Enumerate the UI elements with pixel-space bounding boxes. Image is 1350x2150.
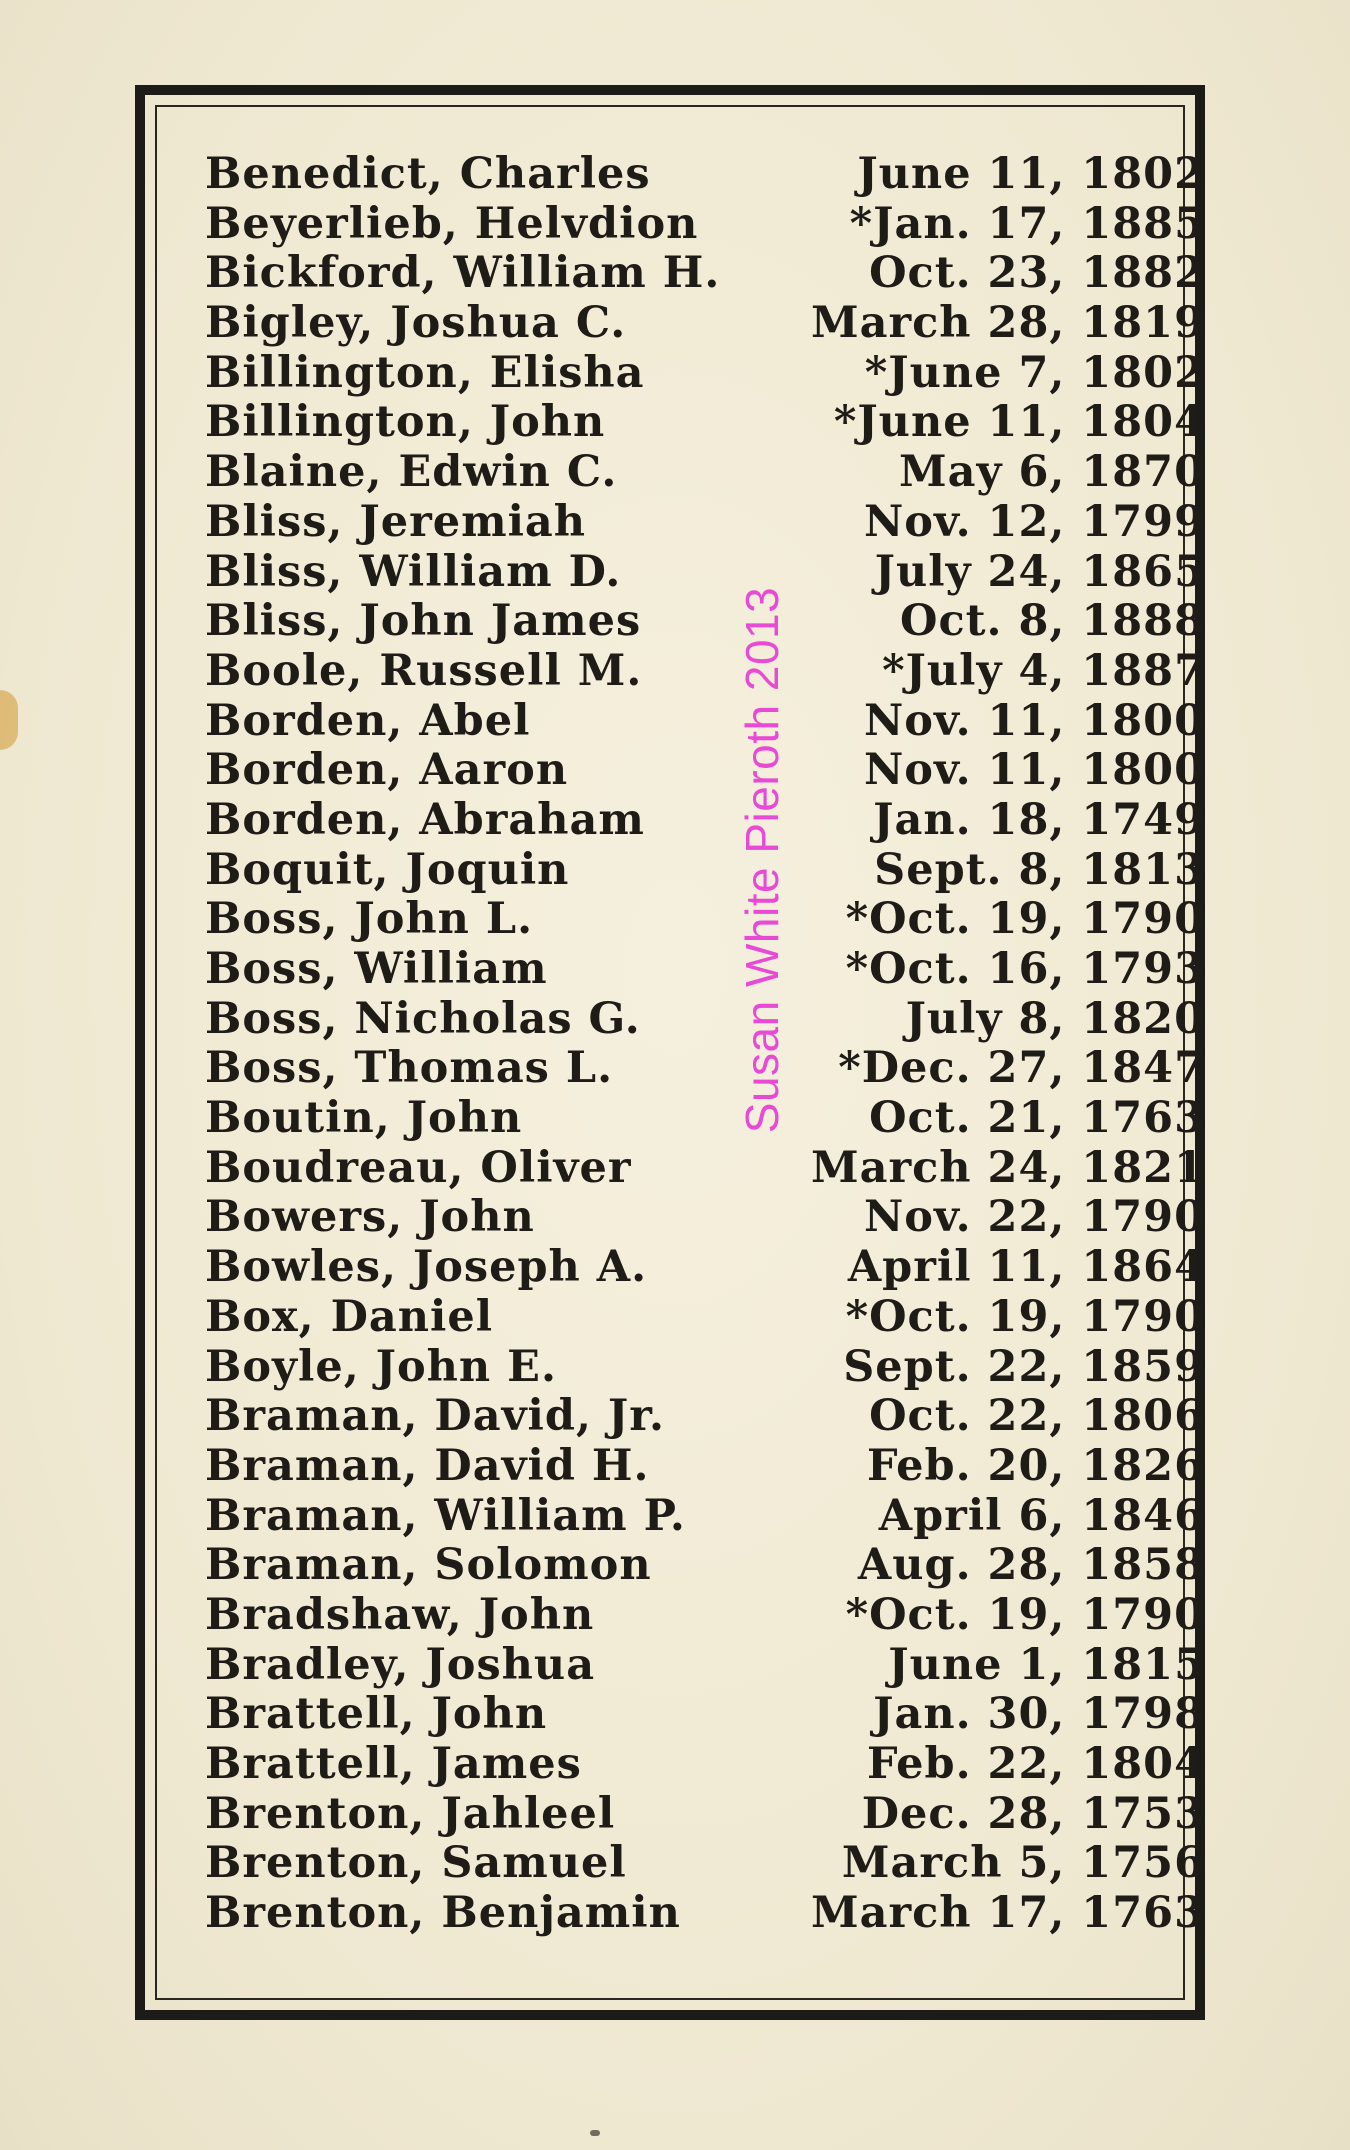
entry-name: Boss, William — [205, 944, 548, 994]
entry-name: Boudreau, Oliver — [205, 1142, 632, 1193]
entry-name: Braman, William P. — [205, 1490, 686, 1541]
entry-name: Beyerlieb, Helvdion — [205, 198, 699, 249]
entry-date: April 6, 1846 — [878, 1490, 1205, 1541]
list-item — [205, 1889, 1205, 1939]
list-item — [205, 200, 1205, 250]
entry-date: Nov. 11, 1800 — [863, 745, 1205, 796]
entry-date: July 24, 1865 — [874, 546, 1205, 597]
entry-name: Bowers, John — [205, 1192, 535, 1243]
entry-date: June 1, 1815 — [888, 1639, 1205, 1690]
entry-date: March 5, 1756 — [841, 1838, 1205, 1889]
list-item — [205, 1243, 1205, 1293]
entry-name: Billington, Elisha — [205, 347, 645, 398]
list-item — [205, 398, 1205, 448]
entry-date: Oct. 21, 1763 — [869, 1093, 1205, 1144]
entry-name: Boss, Thomas L. — [205, 1043, 614, 1094]
list-item — [205, 995, 1205, 1045]
entry-name: Braman, Solomon — [205, 1540, 652, 1591]
list-item — [205, 1591, 1205, 1641]
page-speck — [590, 2130, 600, 2136]
entry-name: Borden, Abel — [205, 695, 531, 746]
entry-date: *Oct. 19, 1790 — [845, 1589, 1205, 1640]
list-item — [205, 548, 1205, 598]
entry-name: Bowles, Joseph A. — [205, 1242, 648, 1293]
entry-name: Bliss, William D. — [205, 546, 622, 597]
entry-name: Boquit, Joquin — [205, 844, 570, 895]
list-item — [205, 1790, 1205, 1840]
entry-name: Brenton, Benjamin — [205, 1888, 681, 1939]
entry-date: Oct. 23, 1882 — [869, 248, 1205, 299]
list-item — [205, 150, 1205, 200]
entry-date: Feb. 20, 1826 — [867, 1440, 1205, 1491]
entry-date: *July 4, 1887 — [882, 645, 1205, 696]
list-item — [205, 1044, 1205, 1094]
entry-date: Jan. 30, 1798 — [873, 1689, 1205, 1740]
list-item — [205, 1392, 1205, 1442]
entry-date: Nov. 12, 1799 — [863, 496, 1205, 547]
entry-name: Boole, Russell M. — [205, 645, 643, 696]
entry-date: Jan. 18, 1749 — [873, 794, 1205, 845]
list-item — [205, 846, 1205, 896]
entry-date: Nov. 22, 1790 — [863, 1192, 1205, 1243]
entry-name: Brattell, John — [205, 1689, 548, 1740]
list-item — [205, 1094, 1205, 1144]
entry-date: *Jan. 17, 1885 — [849, 198, 1205, 249]
entry-date: Sept. 8, 1813 — [874, 844, 1205, 895]
entry-date: July 8, 1820 — [905, 993, 1205, 1044]
list-item — [205, 1193, 1205, 1243]
entry-name: Benedict, Charles — [205, 149, 651, 199]
list-item — [205, 746, 1205, 796]
list-item — [205, 299, 1205, 349]
entry-date: June 11, 1802 — [857, 149, 1205, 199]
list-item — [205, 895, 1205, 945]
entry-name: Bigley, Joshua C. — [205, 298, 627, 349]
entry-date: April 11, 1864 — [847, 1242, 1205, 1293]
entry-date: Oct. 8, 1888 — [900, 596, 1205, 647]
entry-name: Braman, David H. — [205, 1440, 650, 1491]
entry-date: Feb. 22, 1804 — [867, 1739, 1205, 1789]
entry-date: *Oct. 19, 1790 — [845, 1291, 1205, 1342]
list-item — [205, 697, 1205, 747]
list-item — [205, 1541, 1205, 1591]
entry-name: Bradshaw, John — [205, 1589, 595, 1640]
list-item — [205, 498, 1205, 548]
list-item — [205, 1442, 1205, 1492]
entry-name: Braman, David, Jr. — [205, 1391, 665, 1442]
entry-date: *June 11, 1804 — [833, 397, 1205, 448]
list-item — [205, 1293, 1205, 1343]
list-item — [205, 1144, 1205, 1194]
entry-name: Boutin, John — [205, 1093, 523, 1144]
entry-date: March 24, 1821 — [811, 1142, 1205, 1193]
list-item — [205, 448, 1205, 498]
entry-date: *Oct. 19, 1790 — [845, 894, 1205, 945]
name-date-list — [205, 150, 1205, 1939]
list-item — [205, 1839, 1205, 1889]
entry-date: March 17, 1763 — [811, 1888, 1205, 1939]
list-item — [205, 647, 1205, 697]
entry-name: Bradley, Joshua — [205, 1639, 596, 1690]
entry-name: Billington, John — [205, 397, 606, 448]
entry-date: Aug. 28, 1858 — [857, 1540, 1205, 1591]
entry-name: Box, Daniel — [205, 1291, 494, 1342]
entry-date: *June 7, 1802 — [864, 347, 1205, 398]
list-item — [205, 1690, 1205, 1740]
entry-name: Brenton, Jahleel — [205, 1788, 616, 1839]
entry-date: Oct. 22, 1806 — [869, 1391, 1205, 1442]
entry-date: Dec. 28, 1753 — [861, 1788, 1205, 1839]
entry-name: Blaine, Edwin C. — [205, 447, 618, 498]
list-item — [205, 1740, 1205, 1790]
watermark-text: Susan White Pieroth 2013 — [736, 586, 788, 1134]
entry-name: Borden, Abraham — [205, 794, 645, 845]
list-item — [205, 249, 1205, 299]
list-item — [205, 1492, 1205, 1542]
list-item — [205, 1641, 1205, 1691]
list-item — [205, 1343, 1205, 1393]
entry-date: March 28, 1819 — [811, 298, 1205, 349]
entry-date: May 6, 1870 — [899, 447, 1205, 498]
paper-stain — [0, 690, 18, 750]
entry-name: Brenton, Samuel — [205, 1838, 627, 1889]
list-item — [205, 945, 1205, 995]
entry-name: Boss, John L. — [205, 894, 534, 945]
entry-name: Bliss, Jeremiah — [205, 496, 587, 547]
entry-name: Borden, Aaron — [205, 745, 569, 796]
entry-name: Bickford, William H. — [205, 248, 721, 299]
entry-name: Boss, Nicholas G. — [205, 993, 641, 1044]
entry-date: *Oct. 16, 1793 — [845, 944, 1205, 994]
entry-date: *Dec. 27, 1847 — [838, 1043, 1205, 1094]
list-item — [205, 796, 1205, 846]
list-item — [205, 349, 1205, 399]
entry-name: Boyle, John E. — [205, 1341, 557, 1392]
entry-name: Bliss, John James — [205, 596, 642, 647]
list-item — [205, 597, 1205, 647]
entry-date: Sept. 22, 1859 — [843, 1341, 1205, 1392]
entry-name: Brattell, James — [205, 1739, 582, 1789]
entry-date: Nov. 11, 1800 — [863, 695, 1205, 746]
